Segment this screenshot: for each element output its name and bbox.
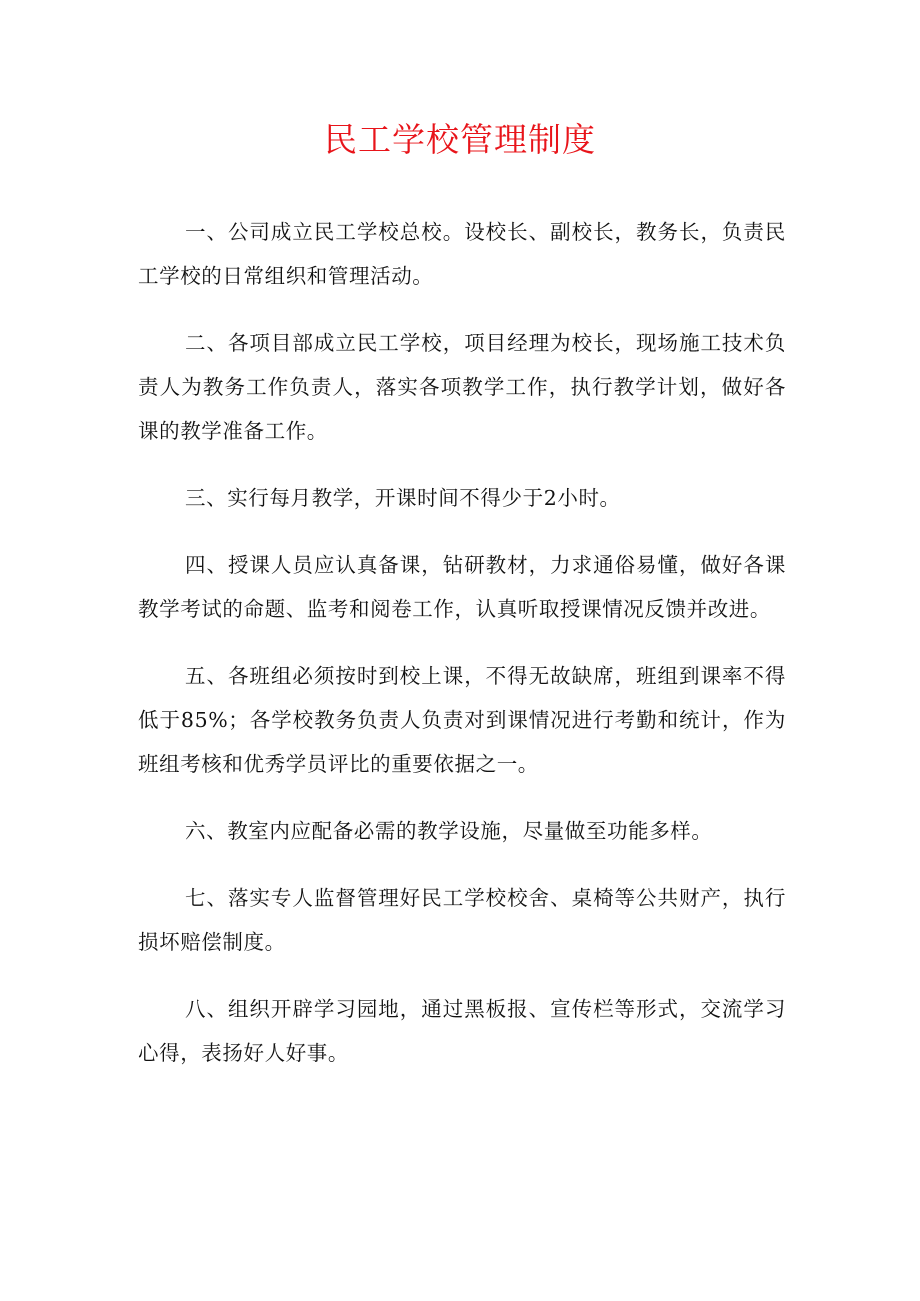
paragraph-6: 六、教室内应配备必需的教学设施，尽量做至功能多样。 xyxy=(185,819,713,843)
paragraph-3: 三、实行每月教学，开课时间不得少于2小时。 xyxy=(185,486,621,510)
document-title: 民工学校管理制度 xyxy=(324,120,596,159)
paragraph-8: 八、组织开辟学习园地，通过黑板报、宣传栏等形式，交流学习心得，表扬好人好事。 xyxy=(138,997,786,1065)
document-body xyxy=(138,210,786,1098)
paragraph-4: 四、授课人员应认真备课，钻研教材，力求通俗易懂，做好各课教学考试的命题、监考和阅卷工作，认真听取授课情况反馈并改进。 xyxy=(138,553,786,621)
paragraph-7: 七、落实专人监督管理好民工学校校舍、桌椅等公共财产，执行损坏赔偿制度。 xyxy=(138,886,786,954)
paragraph-5: 五、各班组必须按时到校上课，不得无故缺席，班组到课率不得低于85%；各学校教务负责人负责对到课情况进行考勤和统计，作为班组考核和优秀学员评比的重要依据之一。 xyxy=(138,664,786,776)
paragraph-2: 二、各项目部成立民工学校，项目经理为校长，现场施工技术负责人为教务工作负责人，落实各项教学工作，执行教学计划，做好各课的教学准备工作。 xyxy=(138,331,786,443)
paragraph-1: 一、公司成立民工学校总校。设校长、副校长，教务长，负责民工学校的日常组织和管理活动。 xyxy=(138,220,786,288)
